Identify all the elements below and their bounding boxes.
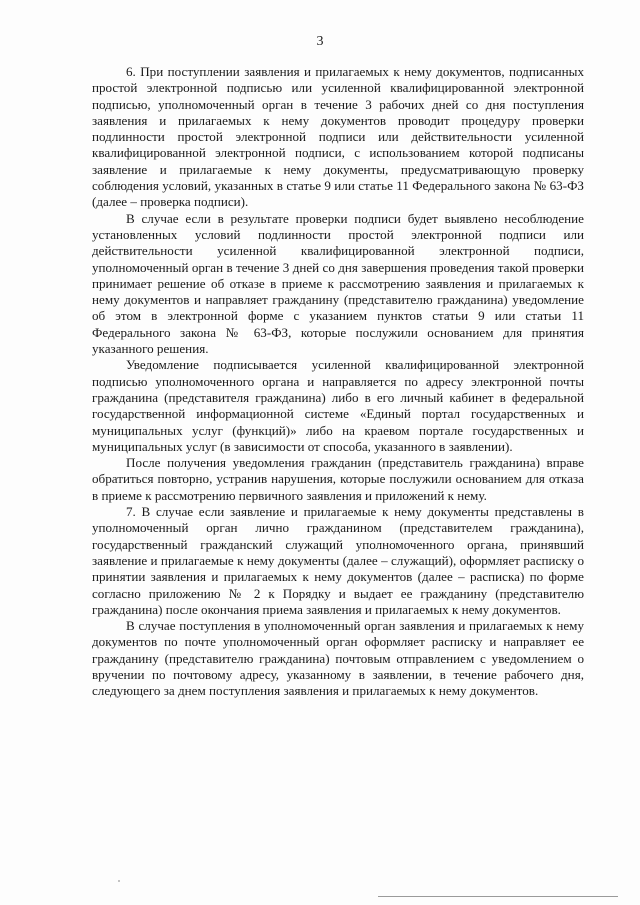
page-number: 3 — [316, 34, 324, 49]
paragraph-signature-check-failure: В случае если в результате проверки подписи будет выявлено несоблюдение установленных условий подлинности простой электронной подписи или действительности усиленной квалифицированной электронной подписи, уполномоченный орган в течение 3 дней со дня завершения проведения такой проверки принимает решение об отказе в приеме к рассмотрению заявления и прилагаемых к нему документов и направляет гражданину (представителю гражданина) уведомление об этом в электронной форме с указанием пунктов статьи 9 или статьи 11 Федерального закона № 63-ФЗ, которые послужили основанием для принятия указанного решения. — [92, 210, 584, 357]
paragraph-postal-submission: В случае поступления в уполномоченный орган заявления и прилагаемых к нему документов по почте уполномоченный орган оформляет расписку и направляет ее гражданину (представителю гражданина) почтовым отправлением с уведомлением о вручении по почтовому адресу, указанному в заявлении, в течение рабочего дня, следующего за днем поступления заявления и прилагаемых к нему документов. — [92, 618, 584, 699]
scan-artifact-line — [378, 896, 618, 897]
scan-artifact-dot — [118, 880, 120, 882]
paragraph-6: 6. При поступлении заявления и прилагаемых к нему документов, подписанных простой электронной подписью или усиленной квалифицированной электронной подписью, уполномоченный орган в течение 3 рабочих дней со дня поступления заявления и прилагаемых к нему документов проводит процедуру проверки подлинности простой электронной подписи или действительности усиленной квалифицированной электронной подписи, с использованием которой подписаны заявление и прилагаемые к нему документы, предусматривающую проверку соблюдения условий, указанных в статье 9 или статье 11 Федерального закона № 63-ФЗ (далее – проверка подписи). — [92, 64, 584, 210]
paragraph-reapply: После получения уведомления гражданин (представитель гражданина) вправе обратиться повторно, устранив нарушения, которые послужили основанием для отказа в приеме к рассмотрению первичного заявления и приложений к нему. — [92, 455, 584, 503]
document-body — [92, 64, 584, 700]
paragraph-notification: Уведомление подписывается усиленной квалифицированной электронной подписью уполномоченного органа и направляется по адресу электронной почты гражданина (представителя гражданина) либо в его личный кабинет в федеральной государственной информационной системе «Единый портал государственных и муниципальных услуг (функций)» либо на краевом портале государственных и муниципальных услуг (в зависимости от способа, указанного в заявлении). — [92, 357, 584, 454]
paragraph-7: 7. В случае если заявление и прилагаемые к нему документы представлены в уполномоченный орган лично гражданином (представителем гражданина), государственный гражданский служащий уполномоченного органа, принявший заявление и прилагаемые к нему документы (далее – служащий), оформляет расписку о принятии заявления и прилагаемых к нему документов (далее – расписка) по форме согласно приложению № 2 к Порядку и выдает ее гражданину (представителю гражданина) после окончания приема заявления и прилагаемых к нему документов. — [92, 504, 584, 617]
